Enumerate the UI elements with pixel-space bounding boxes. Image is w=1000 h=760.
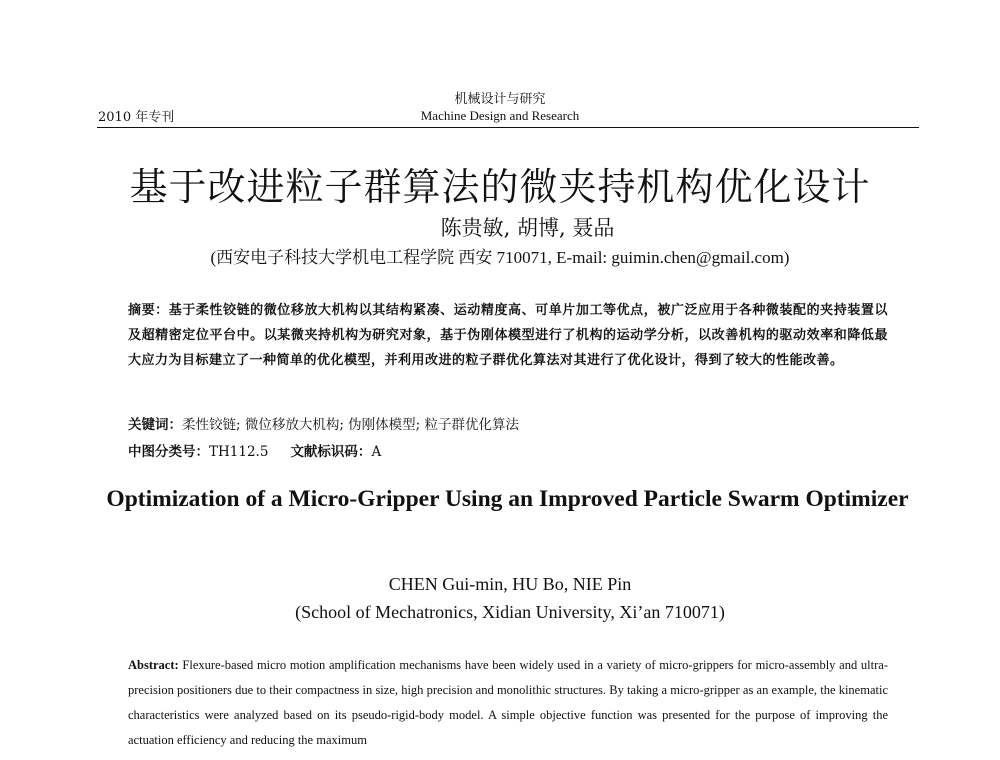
abstract-cn-text: 基于柔性铰链的微位移放大机构以其结构紧凑、运动精度高、可单片加工等优点，被广泛应用于各种微装配的夹持装置以及超精密定位平台中。以某微夹持机构为研究对象，基于伪刚体模型进行了机构的运动学分析，以改善机构的驱动效率和降低最大应力为目标建立了一种简单的优化模型，并利用改进的粒子群优化算法对其进行了优化设计，得到了较大的性能改善。	[128, 303, 888, 368]
classification-label: 中图分类号：	[128, 444, 209, 460]
abstract-cn-label: 摘要：	[128, 303, 169, 318]
abstract-en-label: Abstract:	[128, 658, 179, 672]
paper-title-en: Optimization of a Micro-Gripper Using an Improved Particle Swarm Optimizer	[106, 486, 909, 512]
paper-title-cn: 基于改进粒子群算法的微夹持机构优化设计	[129, 165, 871, 209]
journal-name-en: Machine Design and Research	[420, 108, 580, 123]
abstract-en	[128, 653, 888, 753]
classification-line	[128, 440, 381, 460]
keywords-cn-text: 柔性铰链; 微位移放大机构; 伪刚体模型; 粒子群优化算法	[182, 417, 520, 433]
journal-name-cn: 机械设计与研究	[454, 92, 546, 107]
authors-cn: 陈贵敏, 胡博, 聂品	[440, 216, 615, 240]
abstract-cn	[128, 298, 888, 373]
document-code-label: 文献标识码：	[290, 444, 372, 460]
issue-label: 2010 年专刊	[98, 110, 175, 125]
classification-code: TH112.5	[209, 444, 269, 460]
document-code: A	[371, 444, 382, 460]
authors-en: CHEN Gui-min, HU Bo, NIE Pin	[388, 574, 632, 594]
affiliation-en: (School of Mechatronics, Xidian University, Xi’an 710071)	[295, 602, 725, 622]
abstract-en-text: Flexure-based micro motion amplification mechanisms have been widely used in a variety of micro-grippers for micro-assembly and ultra-precision positioners due to their compactness in size, high precision and monolithic structures. By taking a micro-gripper as an example, the kinematic characteristics were analyzed based on its pseudo-rigid-body model. A simple objective function was presented for the purpose of improving the actuation efficiency and reducing the maximum	[128, 658, 888, 747]
header-rule	[97, 127, 919, 128]
affiliation-cn: (西安电子科技大学机电工程学院 西安 710071, E-mail: guimin.chen@gmail.com)	[210, 248, 790, 267]
keywords-cn	[128, 413, 519, 433]
keywords-cn-label: 关键词：	[128, 417, 182, 433]
